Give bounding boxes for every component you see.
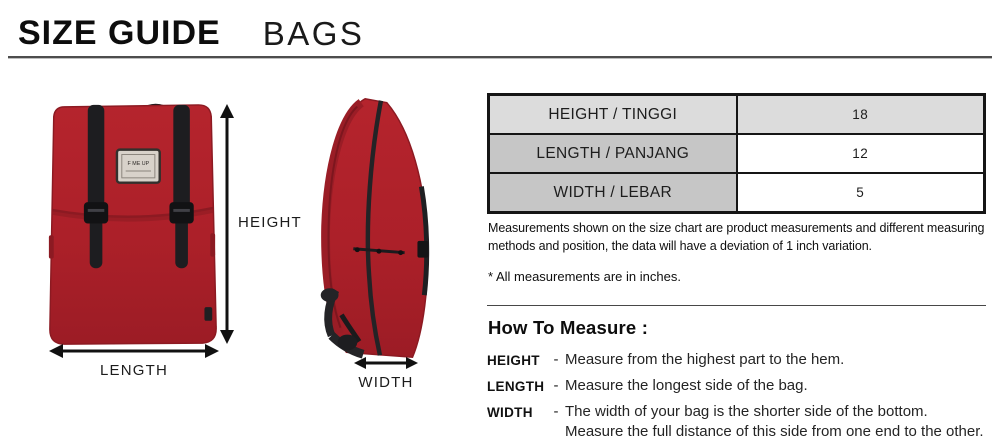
units-note: * All measurements are in inches.	[488, 268, 681, 284]
measurement-disclaimer: Measurements shown on the size chart are product measurements and different measuring methods and position, the data will have a deviation of 1 inch variation.	[488, 221, 985, 253]
measure-term: HEIGHT	[487, 352, 540, 368]
size-row-value: 12	[737, 134, 985, 173]
strap-pad	[338, 335, 358, 351]
height-arrow-icon	[219, 104, 235, 344]
size-row-label: WIDTH / LEBAR	[489, 173, 737, 213]
table-row	[489, 134, 985, 173]
page-title: SIZE GUIDE	[18, 14, 221, 52]
how-to-measure-heading: How To Measure :	[488, 316, 649, 338]
section-divider	[487, 305, 986, 306]
measure-separator: -	[553, 402, 559, 420]
size-table	[487, 93, 986, 214]
measure-term: LENGTH	[487, 378, 545, 394]
backpack-front-image	[45, 100, 220, 350]
header	[18, 6, 364, 50]
size-row-label: LENGTH / PANJANG	[489, 134, 737, 173]
measure-separator: -	[553, 376, 559, 394]
bag-front-body	[50, 105, 216, 344]
page-subtitle: BAGS	[262, 15, 365, 52]
measure-term: WIDTH	[487, 404, 533, 420]
zipper-garage	[204, 307, 212, 321]
height-dimension-label: HEIGHT	[238, 214, 302, 231]
measure-description: Measure from the highest part to the hem.	[565, 350, 845, 368]
side-pocket-right	[210, 233, 215, 256]
bag-illustrations	[0, 60, 487, 438]
width-arrow-icon	[354, 356, 418, 370]
side-pocket-left	[49, 235, 54, 258]
measure-separator: -	[553, 350, 559, 368]
brand-patch	[117, 150, 160, 183]
size-row-label: HEIGHT / TINGGI	[489, 95, 737, 135]
size-row-value: 5	[737, 173, 985, 213]
backpack-side-image	[302, 92, 450, 365]
width-dimension-label: WIDTH	[358, 374, 414, 391]
size-details	[487, 93, 986, 438]
header-divider	[8, 56, 992, 59]
table-row	[489, 95, 985, 135]
table-row	[489, 173, 985, 213]
length-arrow-icon	[49, 343, 219, 359]
size-row-value: 18	[737, 95, 985, 135]
measure-description: Measure the longest side of the bag.	[565, 376, 808, 394]
brand-patch-text: F ME UP	[127, 161, 150, 168]
front-buckle	[417, 241, 428, 258]
measure-description: The width of your bag is the shorter side of the bottom. Measure the full distance of this side from one end to the other.	[565, 402, 984, 438]
strap-buckle	[321, 288, 339, 302]
length-dimension-label: LENGTH	[99, 362, 169, 379]
how-to-measure-list	[487, 350, 986, 438]
